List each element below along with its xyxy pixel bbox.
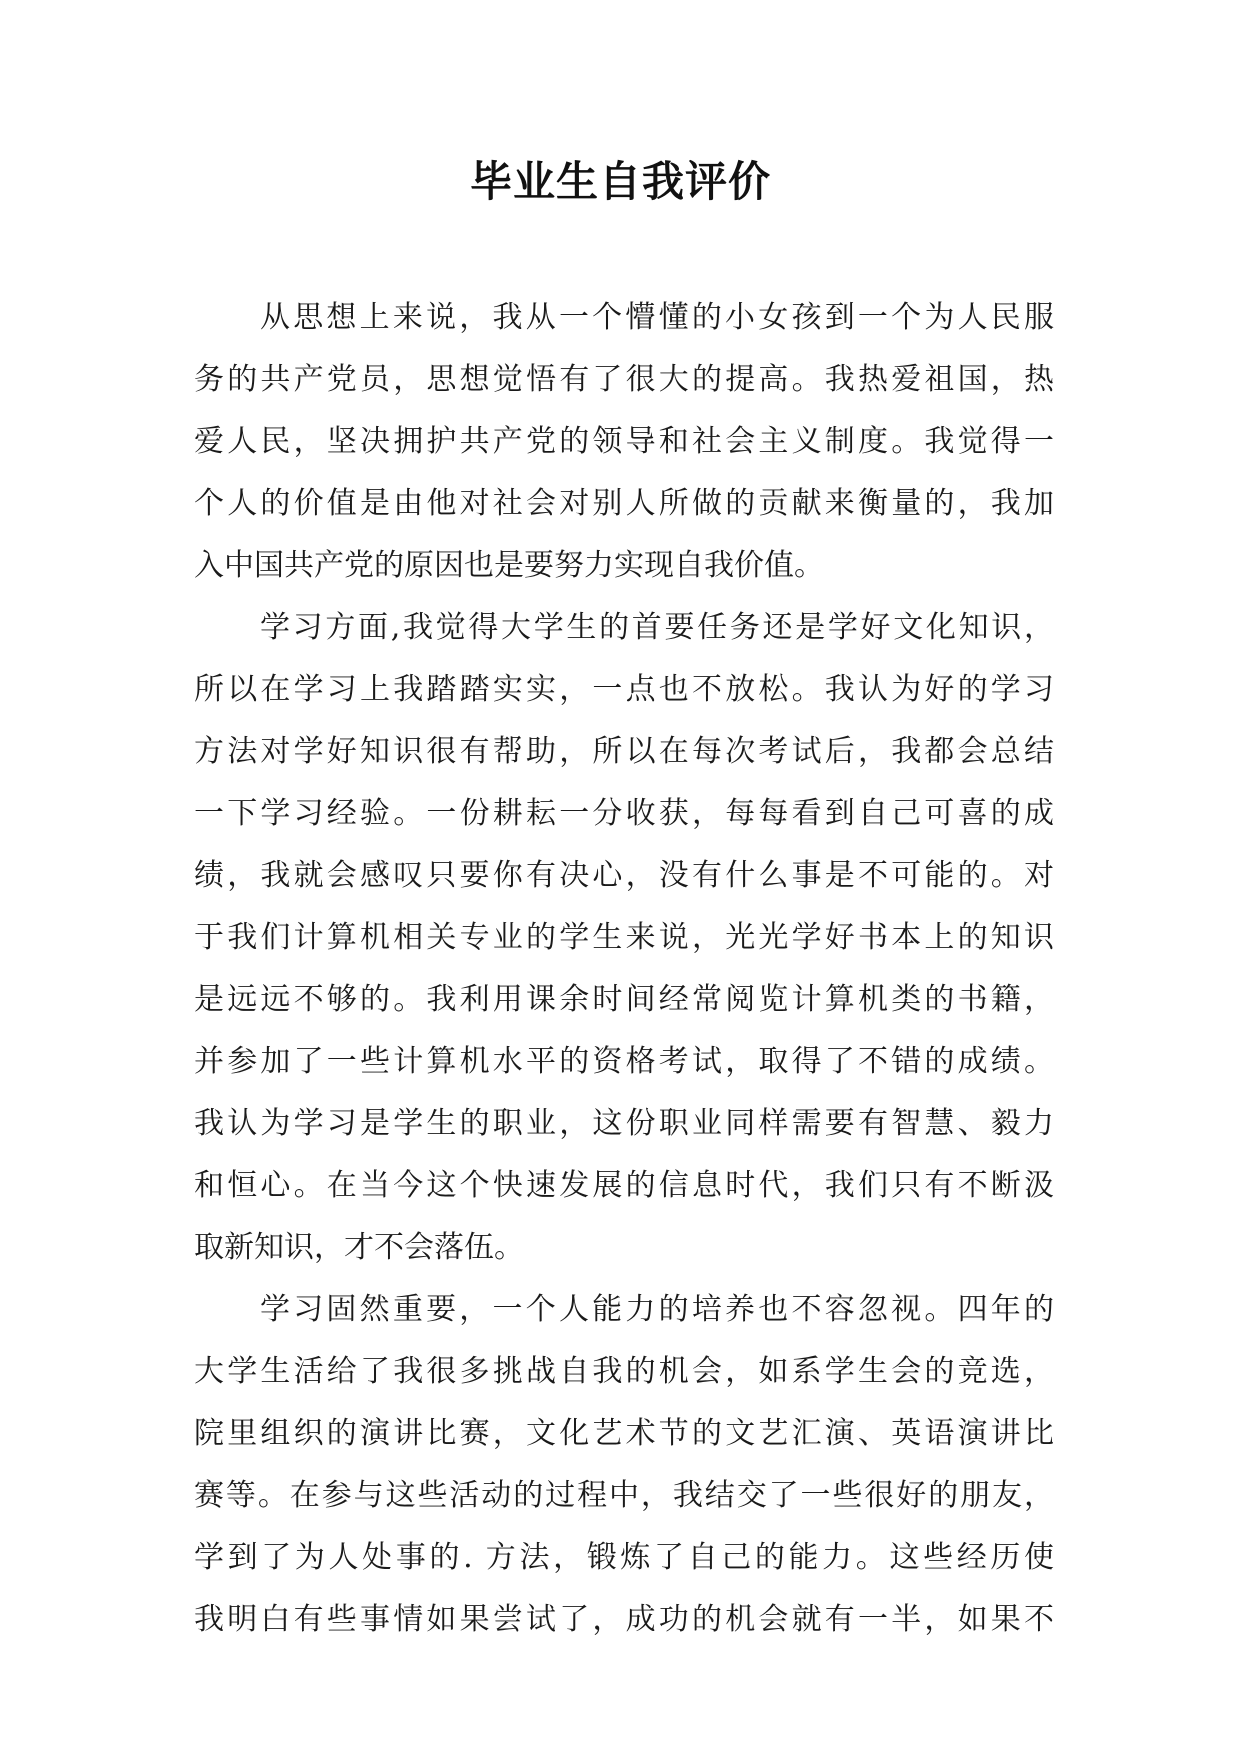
paragraph-2-line-10: 和恒心。在当今这个快速发展的信息时代，我们只有不断汲 <box>194 1168 1054 1203</box>
paragraph-2-line-1: 学习方面,我觉得大学生的首要任务还是学好文化知识， <box>260 610 1054 645</box>
paragraph-1-line-2: 务的共产党员，思想觉悟有了很大的提高。我热爱祖国，热 <box>194 362 1054 397</box>
paragraph-2-line-6: 于我们计算机相关专业的学生来说，光光学好书本上的知识 <box>194 920 1054 955</box>
paragraph-1-line-4: 个人的价值是由他对社会对别人所做的贡献来衡量的，我加 <box>194 486 1054 521</box>
paragraph-2-line-7: 是远远不够的。我利用课余时间经常阅览计算机类的书籍， <box>194 982 1054 1017</box>
paragraph-3-line-2: 大学生活给了我很多挑战自我的机会，如系学生会的竞选， <box>194 1354 1054 1389</box>
paragraph-2-line-2: 所以在学习上我踏踏实实，一点也不放松。我认为好的学习 <box>194 672 1054 707</box>
paragraph-1-line-5: 入中国共产党的原因也是要努力实现自我价值。 <box>194 548 824 583</box>
paragraph-2-line-8: 并参加了一些计算机水平的资格考试，取得了不错的成绩。 <box>194 1044 1054 1079</box>
paragraph-2-line-4: 一下学习经验。一份耕耘一分收获，每每看到自己可喜的成 <box>194 796 1054 831</box>
paragraph-2-line-11: 取新知识，才不会落伍。 <box>194 1230 524 1265</box>
document-body <box>194 287 1054 1651</box>
paragraph-2-line-5: 绩，我就会感叹只要你有决心，没有什么事是不可能的。对 <box>194 858 1054 893</box>
paragraph-1-line-1: 从思想上来说，我从一个懵懂的小女孩到一个为人民服 <box>260 300 1054 335</box>
paragraph-3-line-1: 学习固然重要，一个人能力的培养也不容忽视。四年的 <box>260 1292 1054 1327</box>
paragraph-2-line-9: 我认为学习是学生的职业，这份职业同样需要有智慧、毅力 <box>194 1106 1054 1141</box>
paragraph-3-line-3: 院里组织的演讲比赛，文化艺术节的文艺汇演、英语演讲比 <box>194 1416 1054 1451</box>
paragraph-3-line-6: 我明白有些事情如果尝试了，成功的机会就有一半，如果不 <box>194 1602 1054 1637</box>
paragraph-3-line-5: 学到了为人处事的. 方法，锻炼了自己的能力。这些经历使 <box>194 1540 1054 1575</box>
paragraph-2-line-3: 方法对学好知识很有帮助，所以在每次考试后，我都会总结 <box>194 734 1054 769</box>
paragraph-1-line-3: 爱人民，坚决拥护共产党的领导和社会主义制度。我觉得一 <box>194 424 1054 459</box>
document-title: 毕业生自我评价 <box>469 157 771 206</box>
paragraph-3-line-4: 赛等。在参与这些活动的过程中，我结交了一些很好的朋友， <box>194 1478 1054 1513</box>
